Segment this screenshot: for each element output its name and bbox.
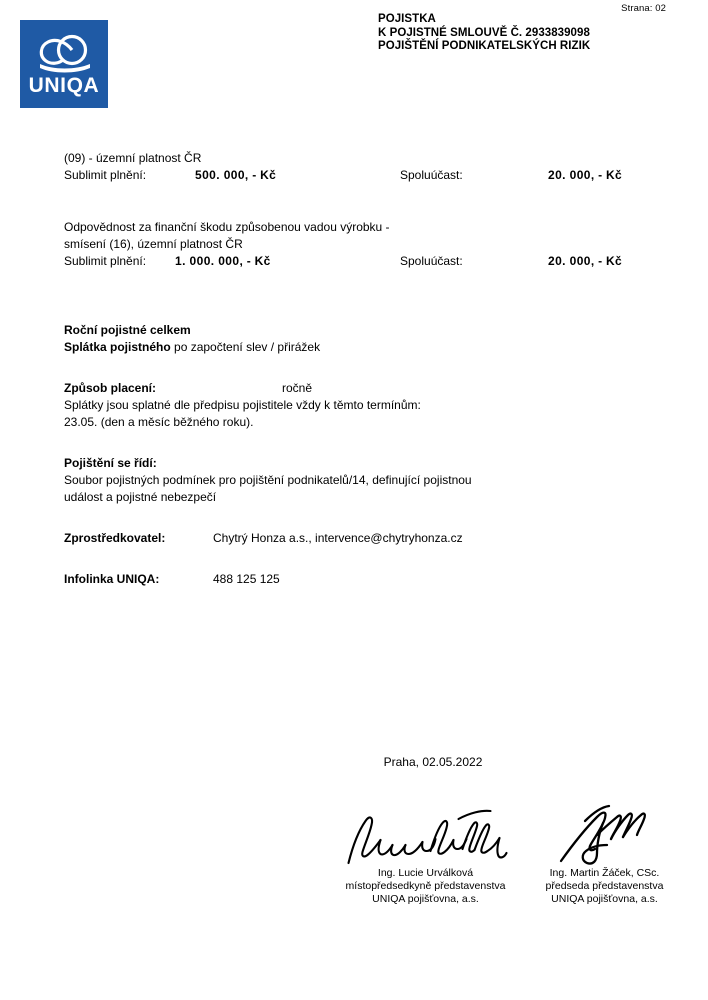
title-line-2: K POJISTNÉ SMLOUVĚ Č. 2933839098 [378, 26, 590, 39]
infoline-row [64, 571, 664, 588]
coverage-amounts-row [64, 167, 664, 184]
terms-line-2: událost a pojistné nebezpečí [64, 490, 217, 504]
spacer [64, 506, 664, 530]
broker-value: Chytrý Honza a.s., intervence@chytryhonza.cz [213, 531, 463, 545]
coverage-description: (09) - územní platnost ČR [64, 151, 202, 165]
signatory-role: místopředsedkyně představenstva [345, 880, 506, 892]
coverage-item [64, 150, 664, 184]
document-title [378, 13, 590, 54]
spacer [64, 270, 664, 305]
installment-note: po započtení slev / přirážek [170, 340, 321, 354]
payment-method-label: Způsob placení: [64, 381, 157, 395]
installment-premium-row [64, 339, 664, 356]
signatory-role: předseda představenstva [545, 880, 664, 892]
signature-area [340, 805, 690, 906]
page-number: Strana: 02 [621, 3, 666, 14]
signature-block [340, 805, 511, 906]
terms-line-1: Soubor pojistných podmínek pro pojištění podnikatelů/14, definující pojistnou [64, 473, 472, 487]
infoline-value: 488 125 125 [213, 572, 280, 586]
terms-section [64, 455, 664, 506]
uniqa-logo [20, 20, 108, 108]
spacer [64, 547, 664, 571]
sublimit-label: Sublimit plnění: [64, 168, 147, 182]
coverage-item [64, 219, 664, 270]
document-body [64, 150, 664, 588]
infoline-label: Infolinka UNIQA: [64, 572, 160, 586]
place-and-date: Praha, 02.05.2022 [383, 755, 483, 769]
coverage-amounts-row [64, 253, 664, 270]
deductible-label: Spoluúčast: [400, 254, 463, 268]
signatory-company: UNIQA pojišťovna, a.s. [551, 893, 658, 905]
annual-premium-label: Roční pojistné celkem [64, 323, 191, 337]
payment-method-value: ročně [282, 381, 313, 395]
title-line-3: POJIŠTĚNÍ PODNIKATELSKÝCH RIZIK [378, 40, 591, 53]
broker-row [64, 530, 664, 547]
deductible-label: Spoluúčast: [400, 168, 463, 182]
broker-label: Zprostředkovatel: [64, 531, 166, 545]
terms-heading: Pojištění se řídí: [64, 456, 157, 470]
payment-note-line-1: Splátky jsou splatné dle předpisu pojistitele vždy k těmto termínům: [64, 398, 421, 412]
payment-method-row [64, 380, 664, 397]
handwritten-signature-icon [340, 805, 511, 867]
installment-label: Splátka pojistného [64, 340, 171, 354]
handwritten-signature-icon [519, 805, 690, 867]
deductible-amount: 20. 000, - Kč [548, 254, 622, 268]
payment-note-line-2: 23.05. (den a měsíc běžného roku). [64, 415, 254, 429]
uniqa-swirl-icon [20, 28, 108, 76]
premium-summary [64, 322, 664, 356]
sublimit-amount: 500. 000, - Kč [195, 168, 277, 182]
deductible-amount: 20. 000, - Kč [548, 168, 622, 182]
sublimit-amount: 1. 000. 000, - Kč [175, 254, 271, 268]
coverage-description: Odpovědnost za finanční škodu způsobenou vadou výrobku - [64, 220, 390, 234]
spacer [64, 305, 664, 322]
sublimit-label: Sublimit plnění: [64, 254, 147, 268]
signatory-name: Ing. Lucie Urválková [377, 867, 474, 879]
spacer [64, 184, 664, 219]
uniqa-wordmark: UNIQA [28, 74, 100, 97]
signature-block [519, 805, 690, 906]
spacer [64, 431, 664, 455]
payment-section [64, 380, 664, 431]
title-line-1: POJISTKA [378, 13, 436, 25]
coverage-description-cont: smísení (16), územní platnost ČR [64, 237, 243, 251]
spacer [64, 356, 664, 380]
signatory-name: Ing. Martin Žáček, CSc. [549, 867, 660, 879]
signatory-company: UNIQA pojišťovna, a.s. [372, 893, 479, 905]
